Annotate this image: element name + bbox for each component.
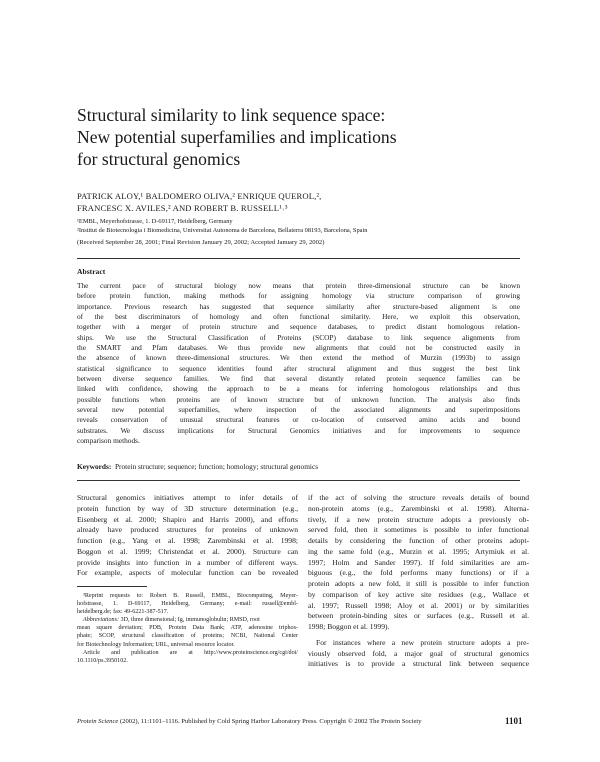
title-line: New potential superfamilies and implications — [77, 127, 397, 147]
body-line: 1998; Boggon et al. 1999). — [308, 622, 390, 631]
footnote-line: heidelberg.de; fax: 49-6221-387-517. — [77, 609, 169, 616]
body-line: Structural genomics initiatives attempt to infer details of — [77, 493, 298, 502]
body-line: protein adopts a new fold, it still is possible to infer function — [308, 579, 529, 588]
body-line: served fold, then it sometimes is possible to infer functional — [308, 525, 529, 535]
title-line: for structural genomics — [77, 149, 241, 169]
journal-name: Protein Science — [77, 718, 119, 725]
abstract-line: statistical significance to sequence identities found after structural alignment and thus suggest the best link — [77, 363, 520, 373]
divider-top — [77, 258, 520, 259]
abstract-line: possible functions when proteins are of known structure but of unknown function. The analysis also finds — [77, 394, 520, 404]
journal-footer — [77, 718, 422, 725]
body-line: For instances where a new protein structure adopts a pre- — [316, 637, 529, 647]
abstract-line: substrates. We discuss implications for Structural Genomics initiatives and for improvements to sequence — [77, 425, 520, 435]
footnote-line: phate; SCOP, structural classification of proteins; NCBI, National Center — [77, 633, 298, 640]
body-line: al. 1997; Russell 1998; Aloy et al. 2001) or by similarities — [308, 600, 529, 610]
body-line: viously observed fold, a major goal of structural genomics — [308, 648, 529, 658]
keywords-label: Keywords: — [77, 462, 112, 471]
body-column-right — [308, 493, 529, 670]
body-line: if the act of solving the structure reveals details of bound — [308, 493, 529, 502]
abstract-heading: Abstract — [77, 267, 106, 276]
body-line: non-protein atoms (e.g., Zarembinski et al. 1998). Alterna- — [308, 503, 529, 513]
affiliations — [77, 218, 517, 235]
footnote-abbrev — [77, 624, 298, 648]
footnote-line: 10.1110/ps.3950102. — [77, 657, 128, 664]
footnote-abbrev-first — [77, 616, 298, 624]
affiliation-1: ¹EMBL, Meyerhofstrasse, 1. D-69117, Heidelberg, Germany — [77, 218, 233, 225]
abstract-line: linked with confidence, showing the approach to be a means for inferring homologous relationships and thus — [77, 384, 520, 394]
body-line: Eisenberg et al. 2000; Shapiro and Harris 2000), and efforts — [77, 514, 298, 524]
footnote-line: ³Reprint requests to: Robert B. Russell, EMBL, Biocomputing, Meyer- — [83, 593, 298, 599]
abstract-line: importance. Previous research has suggested that sequence similarity after structure-based alignment is one — [77, 301, 520, 311]
abbrev-label: Abbreviations: — [83, 617, 119, 624]
body-line: protein function by way of 3D structure determination (e.g., — [77, 503, 298, 513]
abstract-line: comparison methods. — [77, 436, 140, 446]
footnote-divider — [77, 586, 147, 587]
body-line: by comparison of key active site residues (e.g., Wallace et — [308, 589, 529, 599]
paper-title — [77, 104, 517, 170]
footnote-line: mean square deviation; PDB, Protein Data Bank; ATP, adenosine triphos- — [77, 625, 298, 632]
affiliation-2: ²Institut de Biotecnologia i Biomedicina, Universitat Autonoma de Barcelona, Bellaterra 08193, Barcelona, Spain — [77, 226, 368, 234]
received-dates: (Received September 28, 2001; Final Revision January 29, 2002; Accepted January 29, 2002) — [77, 239, 325, 246]
body-line: ing the same fold (e.g., Murzin et al. 1995; Artymiuk et al. — [308, 546, 529, 556]
body-line: function (e.g., Yang et al. 1998; Zarembinski et al. 1998; — [77, 536, 298, 545]
body-line: already have produced structures for proteins of unknown — [77, 525, 298, 535]
body-line: 1997; Holm and Sander 1997). If fold similarities are am- — [308, 557, 529, 567]
body-line: initiatives is to provide a structural link between sequence — [308, 659, 529, 669]
abstract-line: between diverse sequence families. We find that several distantly related protein sequence families can be — [77, 374, 520, 384]
footnote-article — [77, 649, 298, 665]
abstract-line: together with a merger of protein structure and sequence databases, to predict distant homologous relation- — [77, 322, 520, 332]
keywords-text: Protein structure; sequence; function; homology; structural genomics — [114, 462, 319, 471]
abstract-line: the absence of known three-dimensional structures. We then extend the method of Murzin (1993b) to assign — [77, 353, 520, 363]
body-line: For example, aspects of molecular function can be revealed — [77, 568, 298, 578]
abstract-line: reveals conservation of unusual structural features or co-location of conserved amino acids and bound — [77, 415, 520, 425]
title-line: Structural similarity to link sequence space: — [77, 105, 386, 125]
citation: (2002), 11:1101–1116. Published by Cold Spring Harbor Laboratory Press. Copyright © 2002 The Protein Society — [118, 718, 422, 725]
footnote-line: for Biotechnology Information; URL, universal resource locator. — [77, 641, 235, 648]
body-line: biguous (e.g., the fold performs many functions) or if a — [308, 568, 529, 578]
abstract-line: of the best discriminators of homology and often functional similarity. Here, we exploit this observation, — [77, 312, 520, 322]
footnotes — [77, 592, 298, 665]
abstract-line: several new potential superfamilies, where inspection of the associated alignments and superimpositions — [77, 405, 520, 415]
footnote-line: hofstrasse, 1. D-69117, Heidelberg, Germany; e-mail: russell@embl- — [77, 601, 298, 608]
abstract-line: ships. We use the Structural Classification of Proteins (SCOP) database to link sequence alignments from — [77, 332, 520, 342]
keywords — [77, 462, 318, 471]
divider-bottom — [77, 480, 520, 481]
body-line: between protein-binding sites or surfaces (e.g., Russell et al. — [308, 611, 529, 621]
footnote-line: Article and publication are at http://www.proteinscience.org/cgi/doi/ — [83, 649, 298, 656]
abbrev-line: 3D, three dimensional; Ig, immunoglobulin; RMSD, root — [119, 617, 260, 624]
page-number: 1101 — [505, 716, 523, 726]
footnote-reprint — [77, 592, 298, 616]
author-list — [77, 190, 517, 214]
abstract-line: the SMART and Pfam databases. We thus provide new alignments that could not be constructed easily in — [77, 343, 520, 353]
abstract-line: before protein function, making methods for assigning homology via structure comparison of growing — [77, 291, 520, 301]
author-line: FRANCESC X. AVILES,² AND ROBERT B. RUSSELL¹˒³ — [77, 203, 288, 213]
body-line: provide insights into function in a number of different ways. — [77, 557, 298, 567]
abstract-line: The current pace of structural biology now means that protein three-dimensional structure can be known — [77, 281, 520, 290]
body-line: Boggon et al. 1999; Christendat et al. 2000). Structure can — [77, 546, 298, 556]
author-line: PATRICK ALOY,¹ BALDOMERO OLIVA,² ENRIQUE QUEROL,², — [77, 191, 322, 201]
body-column-left — [77, 493, 298, 579]
body-line: tively, if a new protein structure adopts a previously ob- — [308, 514, 529, 524]
body-line: details by considering the function of other proteins adopt- — [308, 536, 529, 545]
abstract-body — [77, 281, 520, 447]
